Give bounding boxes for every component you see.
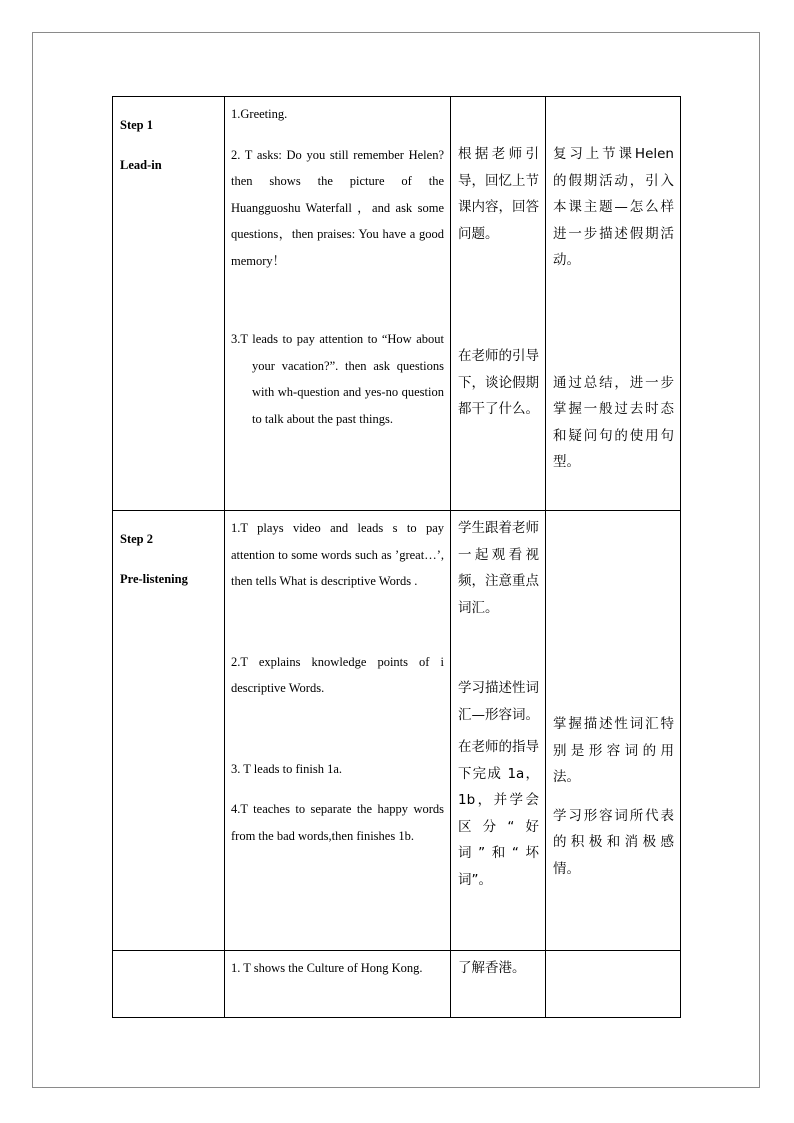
student-activity-cell (451, 511, 546, 951)
step-number: Step 2 (120, 532, 153, 546)
student-activity: 在老师的指导下完成 1a，1b，并学会区分“好词”和“坏词”。 (458, 739, 539, 888)
teacher-activity: 2. T asks: Do you still remember Helen? then shows the picture of the Huangguoshu Waterfall ，and ask some questions，then praises: You have a good memory！ (231, 147, 444, 268)
table-row (113, 951, 681, 1018)
teacher-activity-cell (225, 511, 451, 951)
step-stage: Pre-listening (120, 572, 188, 586)
teacher-activity: 3.T leads to pay attention to “How about your vacation?”. then ask questions with wh-question and yes-no question to talk about the past things. (231, 332, 444, 426)
design-purpose: 通过总结，进一步掌握一般过去时态和疑问句的使用句型。 (553, 374, 674, 470)
teacher-activity: 2.T explains knowledge points of i descriptive Words. (231, 654, 444, 695)
table-row (113, 97, 681, 511)
step-cell (113, 511, 225, 951)
design-purpose: 掌握描述性词汇特别是形容词的用法。 (553, 716, 674, 785)
step-number: Step 1 (120, 118, 153, 132)
student-activity-cell (451, 97, 546, 511)
student-activity: 根据老师引导，回忆上节课内容，回答问题。 (458, 146, 539, 242)
design-purpose-cell (546, 951, 681, 1018)
table-row (113, 511, 681, 951)
student-activity-cell (451, 951, 546, 1018)
teacher-activity-cell (225, 951, 451, 1018)
step-cell (113, 97, 225, 511)
design-purpose-cell (546, 97, 681, 511)
design-purpose: 学习形容词所代表的积极和消极感情。 (553, 807, 674, 877)
teacher-activity: 3. T leads to finish 1a. (231, 761, 342, 776)
teacher-activity: 1.Greeting. (231, 107, 288, 121)
teacher-activity: 1. T shows the Culture of Hong Kong. (231, 961, 423, 975)
student-activity: 学习描述性词汇—形容词。 (458, 680, 539, 723)
teacher-activity-cell (225, 97, 451, 511)
teacher-activity: 4.T teaches to separate the happy words from the bad words,then finishes 1b. (231, 802, 444, 843)
design-purpose-cell (546, 511, 681, 951)
student-activity: 了解香港。 (458, 960, 526, 976)
step-cell (113, 951, 225, 1018)
student-activity: 在老师的引导下，谈论假期都干了什么。 (458, 348, 539, 417)
lesson-plan-table (112, 96, 681, 1018)
step-stage: Lead-in (120, 158, 162, 172)
teacher-activity: 1.T plays video and leads s to pay attention to some words such as ’great…’, then tells What is descriptive Words . (231, 521, 444, 588)
student-activity: 学生跟着老师一起观看视频，注意重点词汇。 (458, 520, 539, 616)
design-purpose: 复习上节课Helen 的假期活动，引入本课主题—怎么样进一步描述假期活动。 (553, 146, 674, 268)
